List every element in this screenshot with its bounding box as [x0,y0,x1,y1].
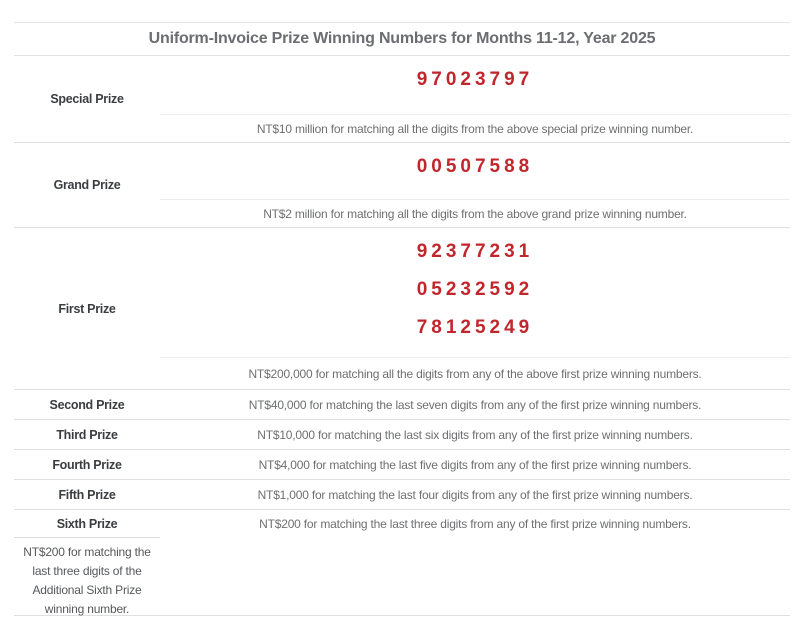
winning-number: 00507588 [416,156,534,177]
fifth-prize-label: Fifth Prize [58,487,116,502]
fourth-prize-description: NT$4,000 for matching the last five digits from any of the first prize winning numbers. [258,457,692,472]
third-prize-row [14,420,790,450]
first-prize-description: NT$200,000 for matching all the digits from any of the above first prize winning numbers. [248,366,702,381]
sixth-prize-label: Sixth Prize [14,510,160,538]
winning-number: 05232592 [416,279,534,300]
fourth-prize-row [14,450,790,480]
winning-number: 97023797 [416,69,534,90]
grand-prize-number-cell [160,143,790,200]
sixth-prize-description: NT$200 for matching the last three digits from any of the first prize winning numbers. [259,517,691,531]
third-prize-label: Third Prize [56,427,118,442]
prize-table [14,22,790,616]
first-prize-label: First Prize [58,301,116,316]
second-prize-description: NT$40,000 for matching the last seven digits from any of the first prize winning numbers. [248,397,702,412]
special-prize-number-cell [160,56,790,115]
page-title: Uniform-Invoice Prize Winning Numbers for Months 11-12, Year 2025 [14,23,790,56]
fifth-prize-description: NT$1,000 for matching the last four digits from any of the first prize winning numbers. [257,487,693,502]
fourth-prize-label: Fourth Prize [52,457,122,472]
first-prize-section [14,228,790,390]
grand-prize-label: Grand Prize [53,178,121,192]
third-prize-description: NT$10,000 for matching the last six digits from any of the first prize winning numbers. [257,427,693,442]
special-prize-description: NT$10 million for matching all the digits from the above special prize winning number. [256,121,694,136]
special-prize-label: Special Prize [50,92,124,106]
second-prize-row [14,390,790,420]
grand-prize-section [14,143,790,228]
winning-number: 78125249 [416,317,534,338]
sixth-prize-section [14,510,790,615]
special-prize-section [14,56,790,143]
fifth-prize-row [14,480,790,510]
second-prize-label: Second Prize [49,397,125,412]
first-prize-number-cell [160,228,790,358]
additional-sixth-prize-note: NT$200 for matching the last three digits of the Additional Sixth Prize winning number. [23,545,151,616]
winning-number: 92377231 [416,241,534,262]
grand-prize-description: NT$2 million for matching all the digits from the above grand prize winning number. [263,206,687,221]
